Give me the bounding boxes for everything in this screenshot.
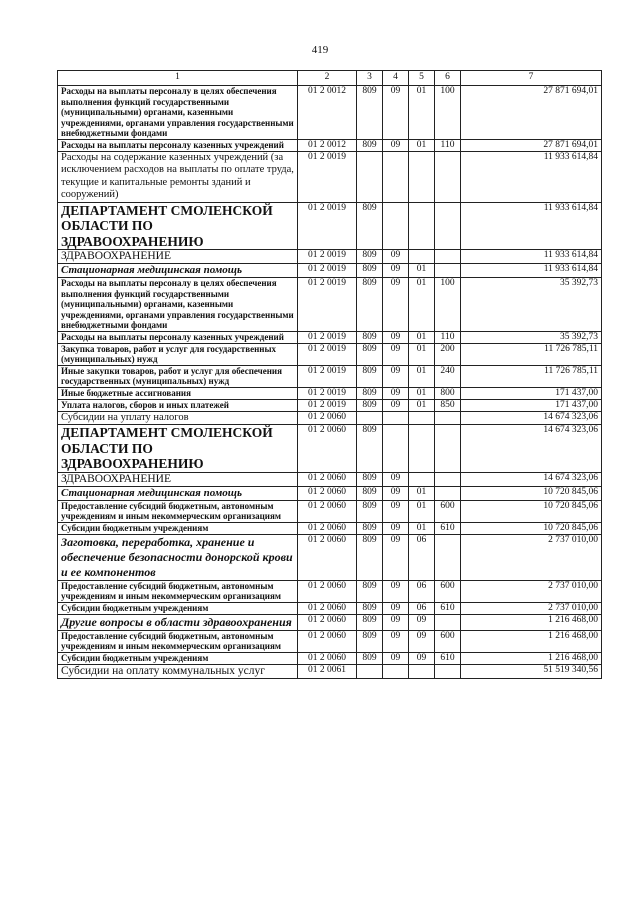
- row-name: Закупка товаров, работ и услуг для государственных (муниципальных) нужд: [58, 343, 298, 365]
- row-section-code: [383, 151, 409, 202]
- row-subsection-code: 01: [409, 522, 435, 534]
- row-department-code: 809: [357, 387, 383, 399]
- row-subsection-code: 09: [409, 630, 435, 652]
- table-row: [58, 399, 602, 411]
- row-department-code: 809: [357, 86, 383, 140]
- row-target-code: 01 2 0060: [298, 486, 357, 500]
- row-department-code: 809: [357, 278, 383, 332]
- row-subsection-code: 01: [409, 278, 435, 332]
- row-section-code: 09: [383, 365, 409, 387]
- row-name: Расходы на содержание казенных учреждений (за исключением расходов на выплаты по оплате труда, текущие и капитальные ремонты зданий и сооружений): [58, 151, 298, 202]
- row-section-code: 09: [383, 630, 409, 652]
- row-amount: 14 674 323,06: [461, 425, 602, 473]
- row-expense-type-code: 100: [435, 278, 461, 332]
- row-subsection-code: 01: [409, 486, 435, 500]
- row-section-code: 09: [383, 522, 409, 534]
- row-section-code: 09: [383, 602, 409, 614]
- row-subsection-code: 01: [409, 331, 435, 343]
- row-amount: 2 737 010,00: [461, 580, 602, 602]
- row-department-code: 809: [357, 250, 383, 264]
- row-name: Другие вопросы в области здравоохранения: [58, 614, 298, 630]
- row-amount: 10 720 845,06: [461, 486, 602, 500]
- row-amount: 11 933 614,84: [461, 250, 602, 264]
- row-expense-type-code: 610: [435, 522, 461, 534]
- row-department-code: 809: [357, 652, 383, 664]
- row-expense-type-code: 110: [435, 331, 461, 343]
- row-expense-type-code: [435, 151, 461, 202]
- column-header: 4: [383, 71, 409, 86]
- row-expense-type-code: [435, 534, 461, 580]
- row-name: Субсидии на уплату налогов: [58, 411, 298, 425]
- row-name: Предоставление субсидий бюджетным, автономным учреждениям и иным некоммерческим организациям: [58, 630, 298, 652]
- row-subsection-code: [409, 151, 435, 202]
- row-amount: 2 737 010,00: [461, 602, 602, 614]
- row-subsection-code: 01: [409, 500, 435, 522]
- row-target-code: 01 2 0060: [298, 614, 357, 630]
- row-target-code: 01 2 0019: [298, 365, 357, 387]
- row-target-code: 01 2 0019: [298, 399, 357, 411]
- row-department-code: 809: [357, 534, 383, 580]
- row-expense-type-code: [435, 250, 461, 264]
- column-header: 5: [409, 71, 435, 86]
- row-department-code: 809: [357, 486, 383, 500]
- row-section-code: 09: [383, 652, 409, 664]
- row-name: Предоставление субсидий бюджетным, автономным учреждениям и иным некоммерческим организациям: [58, 580, 298, 602]
- row-expense-type-code: 240: [435, 365, 461, 387]
- row-target-code: 01 2 0060: [298, 630, 357, 652]
- row-amount: 51 519 340,56: [461, 664, 602, 679]
- table-row: [58, 652, 602, 664]
- row-subsection-code: 06: [409, 602, 435, 614]
- row-department-code: 809: [357, 343, 383, 365]
- row-section-code: 09: [383, 343, 409, 365]
- row-target-code: 01 2 0019: [298, 202, 357, 250]
- budget-table: [57, 70, 602, 679]
- row-name: ЗДРАВООХРАНЕНИЕ: [58, 250, 298, 264]
- table-row: [58, 202, 602, 250]
- row-subsection-code: [409, 425, 435, 473]
- row-target-code: 01 2 0019: [298, 250, 357, 264]
- column-header: 3: [357, 71, 383, 86]
- row-target-code: 01 2 0012: [298, 139, 357, 151]
- row-subsection-code: 09: [409, 652, 435, 664]
- row-department-code: 809: [357, 331, 383, 343]
- row-section-code: 09: [383, 387, 409, 399]
- row-name: Субсидии бюджетным учреждениям: [58, 652, 298, 664]
- table-row: [58, 151, 602, 202]
- row-name: Расходы на выплаты персоналу казенных учреждений: [58, 139, 298, 151]
- column-header: 6: [435, 71, 461, 86]
- row-subsection-code: 01: [409, 387, 435, 399]
- row-department-code: 809: [357, 472, 383, 486]
- row-name: Стационарная медицинская помощь: [58, 264, 298, 278]
- row-name: Субсидии на оплату коммунальных услуг: [58, 664, 298, 679]
- row-amount: 2 737 010,00: [461, 534, 602, 580]
- row-department-code: [357, 664, 383, 679]
- row-department-code: 809: [357, 602, 383, 614]
- row-section-code: [383, 425, 409, 473]
- row-target-code: 01 2 0060: [298, 534, 357, 580]
- row-target-code: 01 2 0019: [298, 151, 357, 202]
- row-expense-type-code: 110: [435, 139, 461, 151]
- row-target-code: 01 2 0019: [298, 331, 357, 343]
- row-name: Расходы на выплаты персоналу в целях обеспечения выполнения функций государственными (муниципальными) органами, казенными учреждениями, органами управления государственными внебюджетными фондами: [58, 278, 298, 332]
- row-amount: 11 726 785,11: [461, 365, 602, 387]
- row-amount: 171 437,00: [461, 399, 602, 411]
- row-section-code: 09: [383, 486, 409, 500]
- row-section-code: 09: [383, 278, 409, 332]
- row-target-code: 01 2 0019: [298, 264, 357, 278]
- row-subsection-code: 01: [409, 399, 435, 411]
- table-row: [58, 602, 602, 614]
- table-row: [58, 411, 602, 425]
- row-subsection-code: [409, 411, 435, 425]
- row-department-code: 809: [357, 500, 383, 522]
- row-expense-type-code: [435, 264, 461, 278]
- row-expense-type-code: [435, 425, 461, 473]
- row-expense-type-code: 610: [435, 652, 461, 664]
- row-name: Уплата налогов, сборов и иных платежей: [58, 399, 298, 411]
- row-subsection-code: 06: [409, 534, 435, 580]
- column-header: 1: [58, 71, 298, 86]
- row-expense-type-code: [435, 664, 461, 679]
- row-department-code: 809: [357, 264, 383, 278]
- row-subsection-code: 01: [409, 264, 435, 278]
- table-row: [58, 343, 602, 365]
- row-amount: 10 720 845,06: [461, 500, 602, 522]
- row-section-code: 09: [383, 139, 409, 151]
- table-row: [58, 250, 602, 264]
- row-expense-type-code: 100: [435, 86, 461, 140]
- row-section-code: 09: [383, 399, 409, 411]
- row-amount: 11 933 614,84: [461, 151, 602, 202]
- row-amount: 10 720 845,06: [461, 522, 602, 534]
- column-header: 7: [461, 71, 602, 86]
- table-row: [58, 664, 602, 679]
- table-row: [58, 264, 602, 278]
- row-target-code: 01 2 0060: [298, 425, 357, 473]
- row-section-code: 09: [383, 331, 409, 343]
- row-expense-type-code: [435, 486, 461, 500]
- row-target-code: 01 2 0019: [298, 343, 357, 365]
- row-department-code: 809: [357, 425, 383, 473]
- row-expense-type-code: [435, 472, 461, 486]
- row-subsection-code: 09: [409, 614, 435, 630]
- row-section-code: 09: [383, 534, 409, 580]
- row-name: Субсидии бюджетным учреждениям: [58, 602, 298, 614]
- row-department-code: 809: [357, 580, 383, 602]
- row-name: ЗДРАВООХРАНЕНИЕ: [58, 472, 298, 486]
- row-name: ДЕПАРТАМЕНТ СМОЛЕНСКОЙ ОБЛАСТИ ПО ЗДРАВООХРАНЕНИЮ: [58, 425, 298, 473]
- row-subsection-code: 01: [409, 86, 435, 140]
- table-row: [58, 630, 602, 652]
- row-name: ДЕПАРТАМЕНТ СМОЛЕНСКОЙ ОБЛАСТИ ПО ЗДРАВООХРАНЕНИЮ: [58, 202, 298, 250]
- row-amount: 171 437,00: [461, 387, 602, 399]
- table-row: [58, 365, 602, 387]
- row-subsection-code: 06: [409, 580, 435, 602]
- row-section-code: 09: [383, 472, 409, 486]
- row-name: Предоставление субсидий бюджетным, автономным учреждениям и иным некоммерческим организациям: [58, 500, 298, 522]
- row-amount: 1 216 468,00: [461, 630, 602, 652]
- row-target-code: 01 2 0012: [298, 86, 357, 140]
- row-amount: 1 216 468,00: [461, 614, 602, 630]
- row-department-code: 809: [357, 522, 383, 534]
- table-row: [58, 500, 602, 522]
- row-name: Иные бюджетные ассигнования: [58, 387, 298, 399]
- table-row: [58, 278, 602, 332]
- row-target-code: 01 2 0060: [298, 500, 357, 522]
- row-name: Субсидии бюджетным учреждениям: [58, 522, 298, 534]
- column-number-row: [58, 71, 602, 86]
- row-amount: 11 933 614,84: [461, 264, 602, 278]
- row-target-code: 01 2 0060: [298, 522, 357, 534]
- row-target-code: 01 2 0019: [298, 387, 357, 399]
- row-amount: 11 726 785,11: [461, 343, 602, 365]
- row-name: Заготовка, переработка, хранение и обеспечение безопасности донорской крови и ее компонентов: [58, 534, 298, 580]
- table-row: [58, 472, 602, 486]
- row-department-code: 809: [357, 630, 383, 652]
- column-header: 2: [298, 71, 357, 86]
- table-row: [58, 387, 602, 399]
- table-row: [58, 522, 602, 534]
- row-expense-type-code: 610: [435, 602, 461, 614]
- row-expense-type-code: 850: [435, 399, 461, 411]
- row-section-code: 09: [383, 264, 409, 278]
- row-expense-type-code: 600: [435, 580, 461, 602]
- row-expense-type-code: [435, 614, 461, 630]
- row-subsection-code: 01: [409, 139, 435, 151]
- row-expense-type-code: 200: [435, 343, 461, 365]
- row-amount: 27 871 694,01: [461, 86, 602, 140]
- row-name: Стационарная медицинская помощь: [58, 486, 298, 500]
- row-target-code: 01 2 0061: [298, 664, 357, 679]
- table-row: [58, 580, 602, 602]
- row-target-code: 01 2 0060: [298, 580, 357, 602]
- table-row: [58, 139, 602, 151]
- row-expense-type-code: 600: [435, 500, 461, 522]
- table-row: [58, 534, 602, 580]
- table-row: [58, 86, 602, 140]
- row-section-code: 09: [383, 580, 409, 602]
- row-name: Расходы на выплаты персоналу в целях обеспечения выполнения функций государственными (муниципальными) органами, казенными учреждениями, органами управления государственными внебюджетными фондами: [58, 86, 298, 140]
- row-amount: 35 392,73: [461, 331, 602, 343]
- row-section-code: [383, 664, 409, 679]
- row-section-code: 09: [383, 86, 409, 140]
- row-target-code: 01 2 0060: [298, 652, 357, 664]
- row-department-code: 809: [357, 399, 383, 411]
- table-row: [58, 486, 602, 500]
- row-department-code: [357, 411, 383, 425]
- row-section-code: [383, 202, 409, 250]
- table-row: [58, 425, 602, 473]
- row-section-code: [383, 411, 409, 425]
- row-department-code: 809: [357, 614, 383, 630]
- row-subsection-code: 01: [409, 343, 435, 365]
- row-department-code: 809: [357, 139, 383, 151]
- row-expense-type-code: 600: [435, 630, 461, 652]
- row-amount: 14 674 323,06: [461, 411, 602, 425]
- row-amount: 1 216 468,00: [461, 652, 602, 664]
- row-name: Расходы на выплаты персоналу казенных учреждений: [58, 331, 298, 343]
- row-amount: 27 871 694,01: [461, 139, 602, 151]
- row-department-code: [357, 151, 383, 202]
- row-department-code: 809: [357, 202, 383, 250]
- row-section-code: 09: [383, 500, 409, 522]
- row-target-code: 01 2 0060: [298, 411, 357, 425]
- row-target-code: 01 2 0019: [298, 278, 357, 332]
- row-subsection-code: [409, 472, 435, 486]
- row-section-code: 09: [383, 614, 409, 630]
- row-section-code: 09: [383, 250, 409, 264]
- row-name: Иные закупки товаров, работ и услуг для обеспечения государственных (муниципальных) нужд: [58, 365, 298, 387]
- row-amount: 35 392,73: [461, 278, 602, 332]
- table-row: [58, 614, 602, 630]
- row-amount: 14 674 323,06: [461, 472, 602, 486]
- row-subsection-code: [409, 664, 435, 679]
- row-department-code: 809: [357, 365, 383, 387]
- page-number: 419: [311, 44, 329, 56]
- row-expense-type-code: 800: [435, 387, 461, 399]
- table-row: [58, 331, 602, 343]
- row-target-code: 01 2 0060: [298, 602, 357, 614]
- row-subsection-code: 01: [409, 365, 435, 387]
- row-expense-type-code: [435, 411, 461, 425]
- row-subsection-code: [409, 202, 435, 250]
- row-amount: 11 933 614,84: [461, 202, 602, 250]
- row-target-code: 01 2 0060: [298, 472, 357, 486]
- row-expense-type-code: [435, 202, 461, 250]
- row-subsection-code: [409, 250, 435, 264]
